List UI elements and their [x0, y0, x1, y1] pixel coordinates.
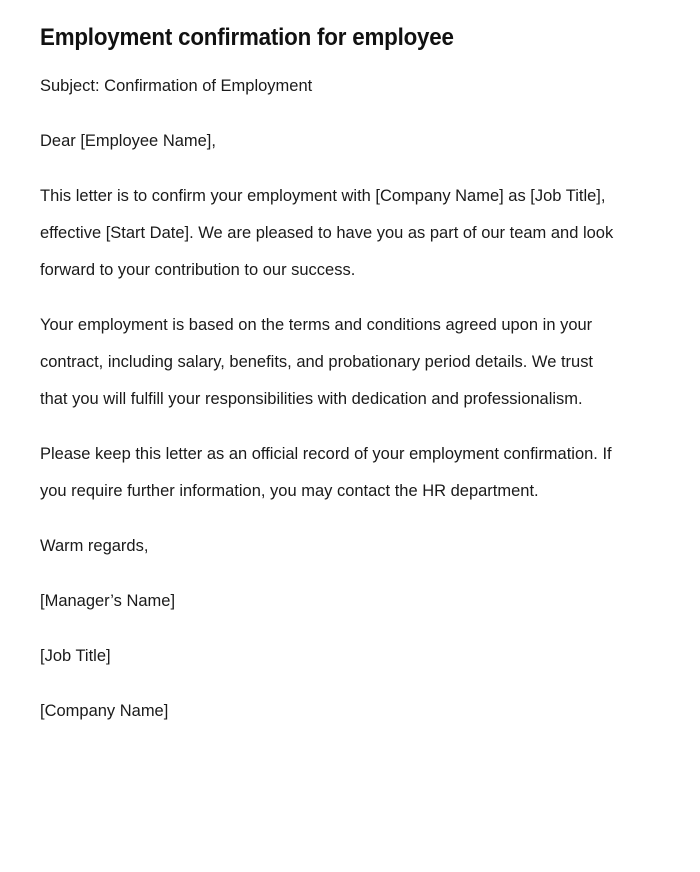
- page-title: Employment confirmation for employee: [40, 24, 454, 51]
- paragraph-subject: Subject: Confirmation of Employment: [40, 76, 313, 96]
- paragraph-body-3: Please keep this letter as an official record of your employment confirmation. If you require further information, you may contact the HR department.: [40, 444, 612, 501]
- signature-manager-name: [Manager’s Name]: [40, 591, 176, 611]
- paragraph-body-1: This letter is to confirm your employment with [Company Name] as [Job Title], effective [Start Date]. We are pleased to have you as part of our team and look forward to your contribution to our success.: [40, 186, 614, 280]
- letter-body: [40, 67, 640, 729]
- paragraph-body-2: Your employment is based on the terms and conditions agreed upon in your contract, including salary, benefits, and probationary period details. We trust that you will fulfill your responsibilities with dedication and professionalism.: [40, 315, 594, 409]
- paragraph-signoff: Warm regards,: [40, 536, 149, 556]
- paragraph-salutation: Dear [Employee Name],: [40, 131, 216, 151]
- signature-company-name: [Company Name]: [40, 701, 169, 721]
- signature-job-title: [Job Title]: [40, 646, 111, 666]
